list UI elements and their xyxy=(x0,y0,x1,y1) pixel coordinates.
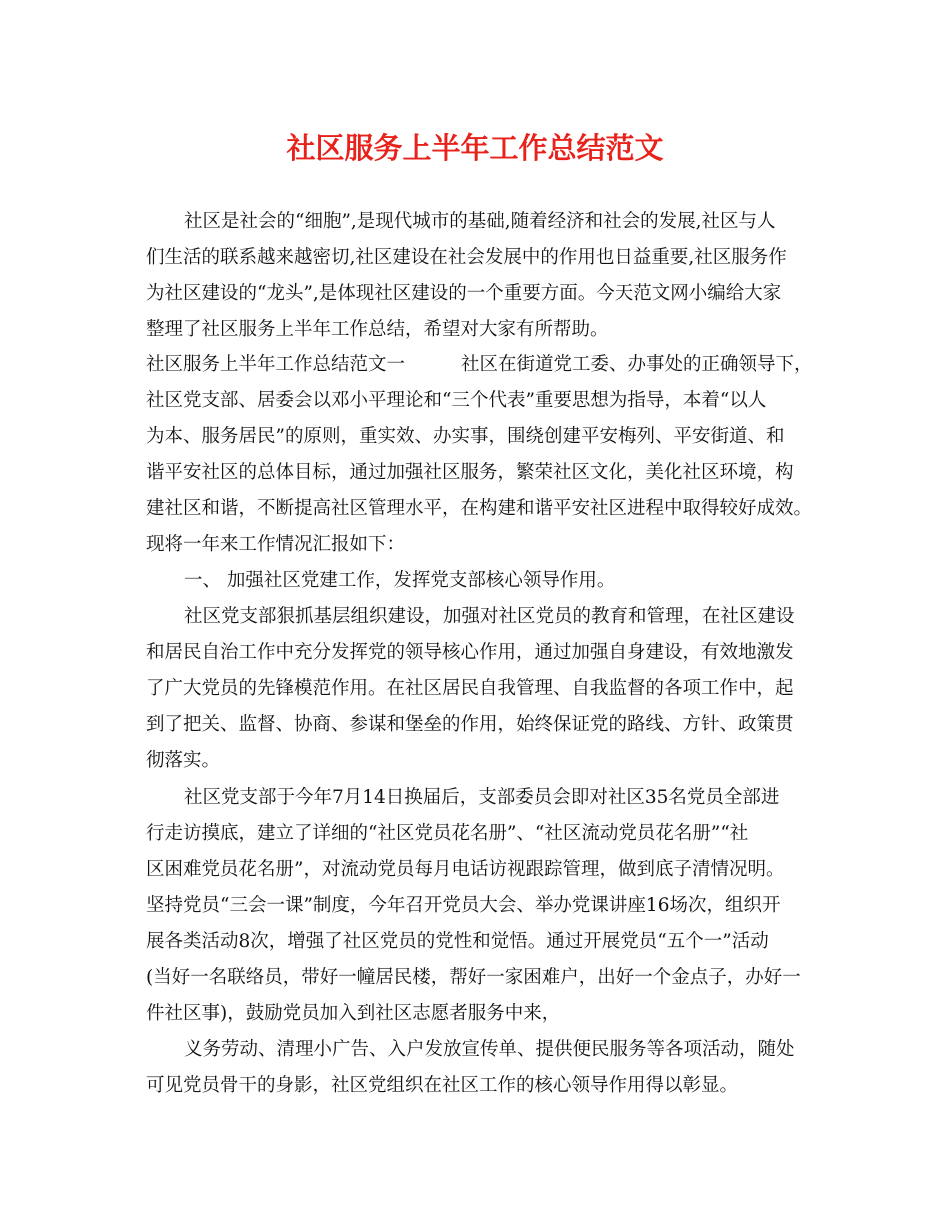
paragraph-line: 可见党员骨干的身影，社区党组织在社区工作的核心领导作用得以彰显。 xyxy=(146,1075,739,1096)
paragraph-line: 为社区建设的“龙头”,是体现社区建设的一个重要方面。今天范文网小编给大家 xyxy=(146,283,782,304)
paragraph-line: 社区是社会的“细胞”,是现代城市的基础,随着经济和社会的发展,社区与人 xyxy=(184,211,776,232)
paragraph-line: 和居民自治工作中充分发挥党的领导核心作用，通过加强自身建设，有效地激发 xyxy=(146,642,794,663)
paragraph-line: 展各类活动8次，增强了社区党员的党性和觉悟。通过开展党员“五个一”活动 xyxy=(146,931,769,952)
paragraph-line: 坚持党员“三会一课”制度，今年召开党员大会、举办党课讲座16场次，组织开 xyxy=(146,895,781,916)
paragraph-line: 件社区事)，鼓励党员加入到社区志愿者服务中来， xyxy=(146,1003,561,1024)
paragraph-line: 区困难党员花名册”，对流动党员每月电话访视跟踪管理，做到底子清情况明。 xyxy=(146,859,785,880)
paragraph-line: 社区党支部狠抓基层组织建设，加强对社区党员的教育和管理，在社区建设 xyxy=(184,606,795,627)
paragraph-line: 们生活的联系越来越密切,社区建设在社会发展中的作用也日益重要,社区服务作 xyxy=(146,247,787,268)
paragraph-line: 义务劳动、清理小广告、入户发放宣传单、提供便民服务等各项活动，随处 xyxy=(184,1039,795,1060)
paragraph-line: 社区党支部于今年7月14日换届后，支部委员会即对社区35名党员全部进 xyxy=(184,787,780,808)
paragraph-line: 行走访摸底，建立了详细的“社区党员花名册”、“社区流动党员花名册”“社 xyxy=(146,823,749,844)
paragraph-line: 到了把关、监督、协商、参谋和堡垒的作用，始终保证党的路线、方针、政策贯 xyxy=(146,714,794,735)
paragraph-line: 社区党支部、居委会以邓小平理论和“三个代表”重要思想为指导，本着“以人 xyxy=(146,390,767,411)
paragraph-line-text: 社区在街道党工委、办事处的正确领导下， xyxy=(461,354,813,375)
paragraph-line: (当好一名联络员，带好一幢居民楼，帮好一家困难户，出好一个金点子，办好一 xyxy=(146,967,801,988)
paragraph-line: 谐平安社区的总体目标，通过加强社区服务，繁荣社区文化，美化社区环境，构 xyxy=(146,462,794,483)
section-heading: 社区服务上半年工作总结范文一 xyxy=(146,354,406,375)
paragraph-line: 彻落实。 xyxy=(146,750,221,771)
section-item-heading: 一、 加强社区党建工作，发挥党支部核心领导作用。 xyxy=(184,570,616,591)
paragraph-line xyxy=(146,352,813,378)
paragraph-line: 为本、服务居民”的原则，重实效、办实事，围绕创建平安梅列、平安街道、和 xyxy=(146,426,785,447)
paragraph-line: 整理了社区服务上半年工作总结，希望对大家有所帮助。 xyxy=(146,319,609,340)
document-title: 社区服务上半年工作总结范文 xyxy=(286,131,664,165)
paragraph-line: 现将一年来工作情况汇报如下： xyxy=(146,534,406,555)
paragraph-line: 建社区和谐，不断提高社区管理水平，在构建和谐平安社区进程中取得较好成效。 xyxy=(146,498,813,519)
paragraph-line: 了广大党员的先锋模范作用。在社区居民自我管理、自我监督的各项工作中，起 xyxy=(146,678,794,699)
